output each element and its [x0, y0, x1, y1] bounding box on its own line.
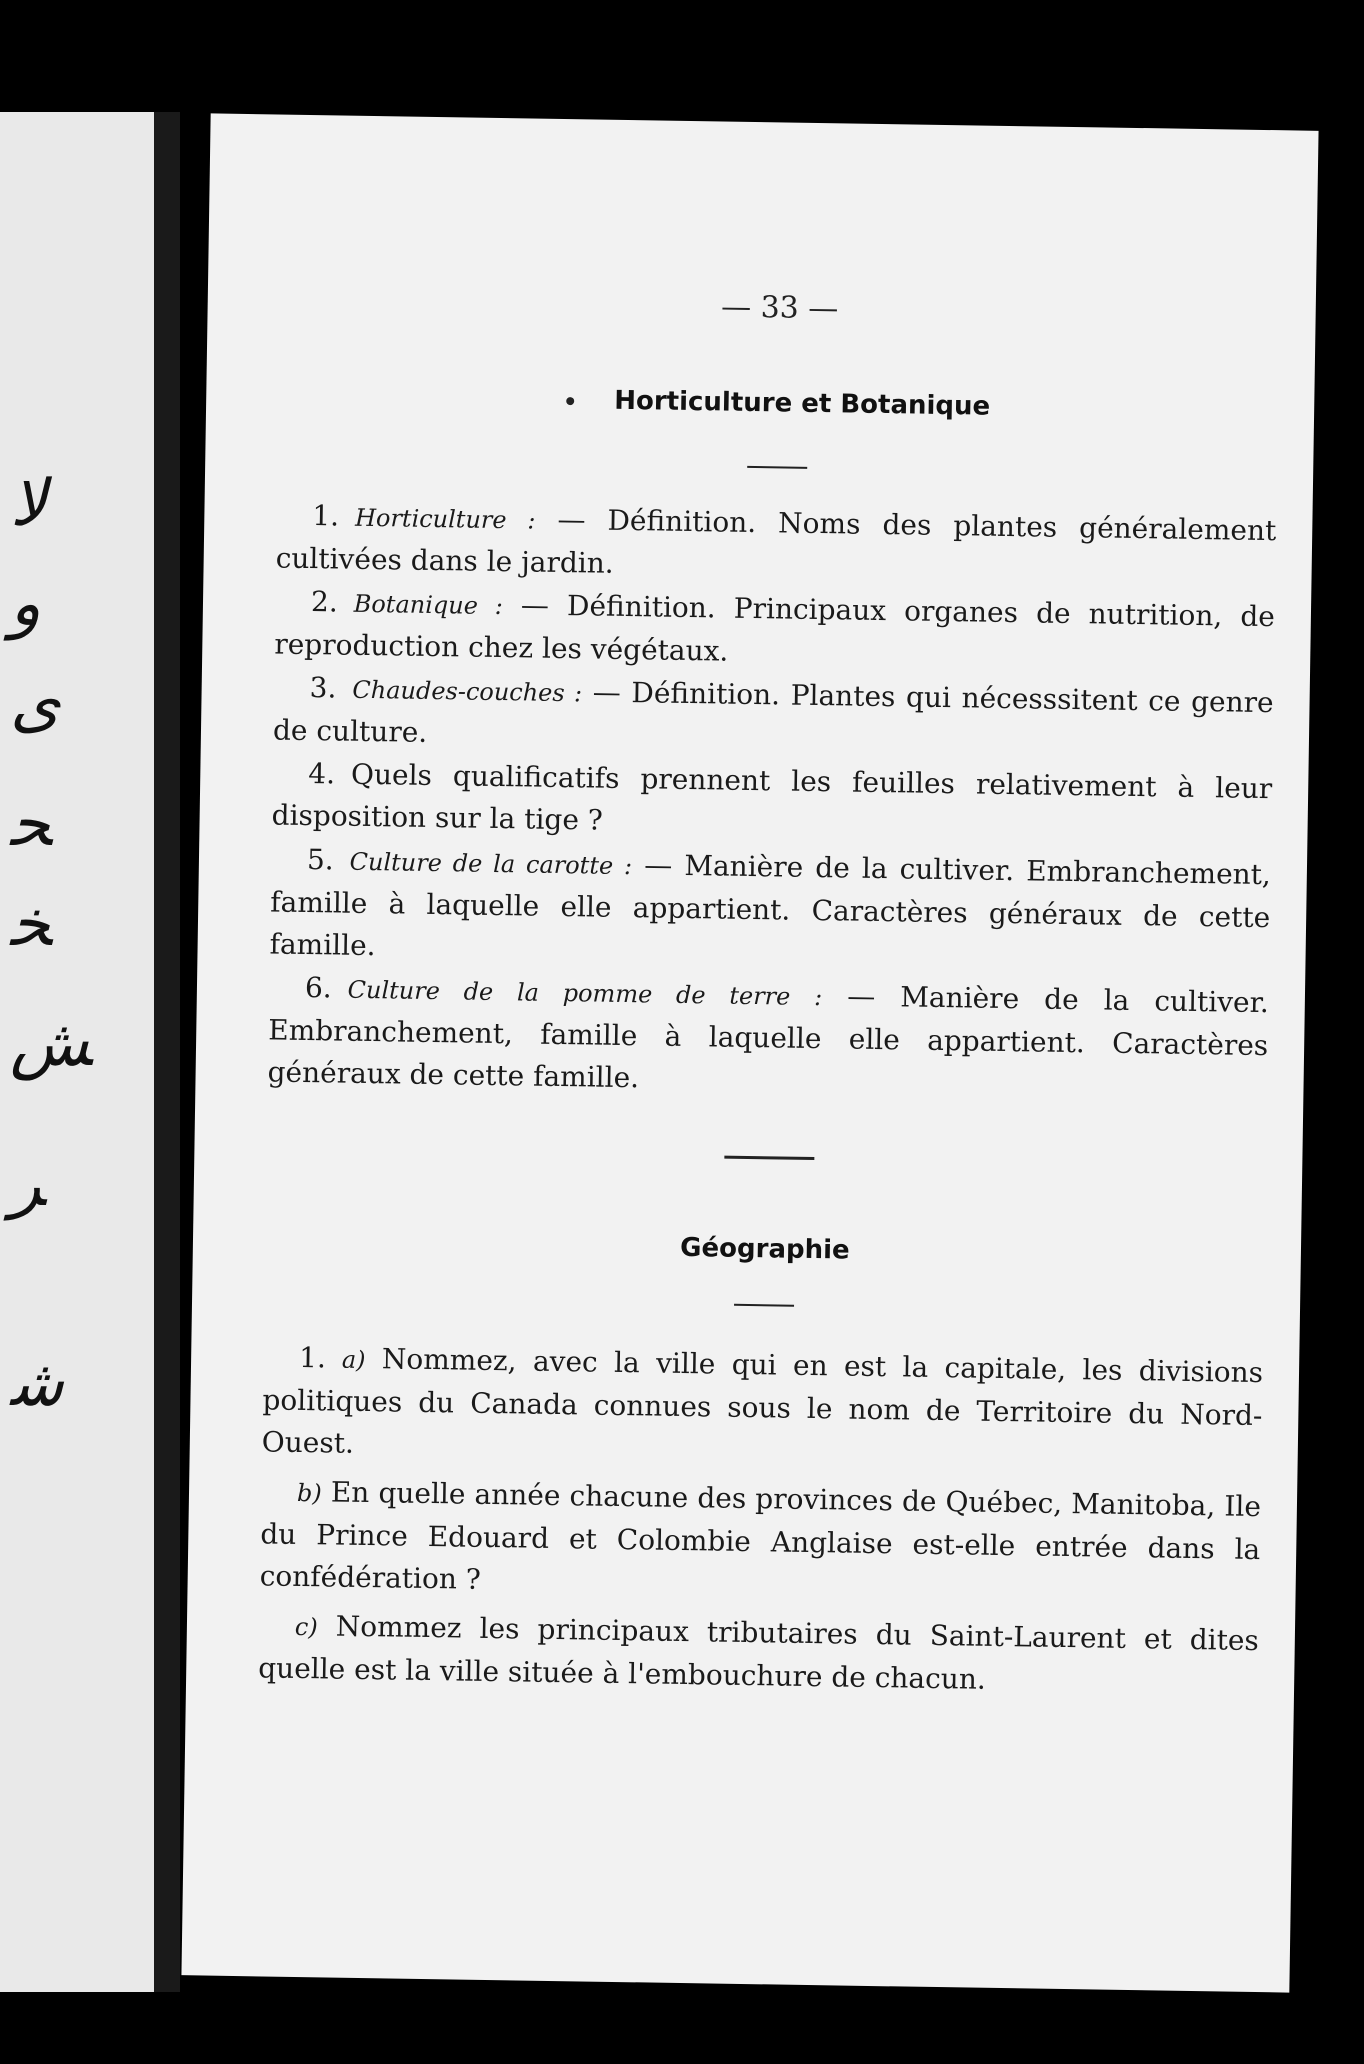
handwritten-mark: ﻻ	[10, 467, 47, 541]
item-number: 5.	[306, 843, 334, 877]
item-text: — Définition. Principaux organes de nutrition, de reproduction chez les végétaux.	[274, 588, 1276, 668]
handwritten-mark: ﺶ	[10, 1007, 92, 1081]
item-text: Quels qualificatifs prennent les feuilles relativement à leur disposition sur la tige ?	[271, 757, 1273, 837]
item-term: b)	[296, 1478, 322, 1508]
handwritten-mark: ﺨ	[10, 887, 52, 961]
question-item	[258, 1604, 1259, 1705]
bullet-dot	[566, 397, 574, 405]
item-number: 2.	[310, 585, 339, 619]
page-number: — 33 —	[720, 289, 839, 327]
item-text: — Manière de la cultiver. Embranchement, famille à laquelle elle appartient. Caractères généraux de cette famille.	[267, 979, 1270, 1095]
item-term: a)	[341, 1345, 366, 1374]
section-title-text: Géographie	[679, 1232, 850, 1266]
divider	[734, 1304, 794, 1307]
item-text: — Définition. Plantes qui nécesssitent ce genre de culture.	[272, 675, 1274, 749]
facing-page	[0, 112, 180, 1992]
section-title-horticulture	[278, 381, 1278, 427]
section-title-text: Horticulture et Botanique	[613, 385, 991, 422]
item-term: Chaudes-couches :	[352, 675, 583, 708]
handwritten-mark: ﻯ	[10, 667, 61, 741]
section-divider	[724, 1156, 814, 1160]
item-number: 6.	[304, 971, 332, 1005]
divider	[747, 466, 807, 469]
item-text: En quelle année chacune des provinces de Québec, Manitoba, Ile du Prince Edouard et Colombie Anglaise est-elle entrée dans la confédération ?	[259, 1475, 1262, 1596]
section-title-geographie	[265, 1226, 1265, 1272]
document-page	[181, 113, 1318, 1992]
handwritten-mark: ﺮ	[10, 1147, 46, 1221]
handwritten-mark: ﺤ	[10, 787, 52, 861]
question-item	[261, 1336, 1263, 1479]
question-item	[267, 966, 1269, 1109]
book-spine	[154, 112, 180, 1992]
item-number: 1.	[298, 1340, 327, 1375]
item-text: Nommez, avec la ville qui en est la capitale, les divisions politiques du Canada connues sous le nom de Territoire du Nord-Ouest.	[261, 1342, 1264, 1460]
item-term: Botanique :	[353, 589, 504, 621]
item-number: 3.	[309, 671, 337, 705]
item-term: Culture de la carotte :	[349, 847, 633, 881]
question-item	[271, 752, 1272, 852]
question-item	[273, 666, 1274, 767]
item-text: — Définition. Noms des plantes généralement cultivées dans le jardin.	[275, 502, 1277, 580]
item-term: Culture de la pomme de terre :	[347, 975, 823, 1012]
question-item	[275, 494, 1276, 595]
item-number: 1.	[312, 499, 340, 533]
handwritten-mark: ﺷ	[10, 1347, 64, 1421]
item-number: 4.	[308, 757, 336, 791]
item-text: — Manière de la cultiver. Embranchement, famille à laquelle elle appartient. Caractères généraux de cette famille.	[269, 848, 1272, 963]
item-text: Nommez les principaux tributaires du Saint-Laurent et dites quelle est la ville située à l'embouchure de chacun.	[258, 1609, 1260, 1696]
question-item	[259, 1470, 1261, 1613]
question-item	[269, 838, 1271, 981]
item-term: Horticulture :	[354, 503, 536, 535]
page-content	[258, 115, 1283, 1696]
item-term: c)	[294, 1612, 318, 1642]
handwritten-mark: ﻭ	[10, 567, 41, 641]
question-item	[274, 580, 1275, 681]
